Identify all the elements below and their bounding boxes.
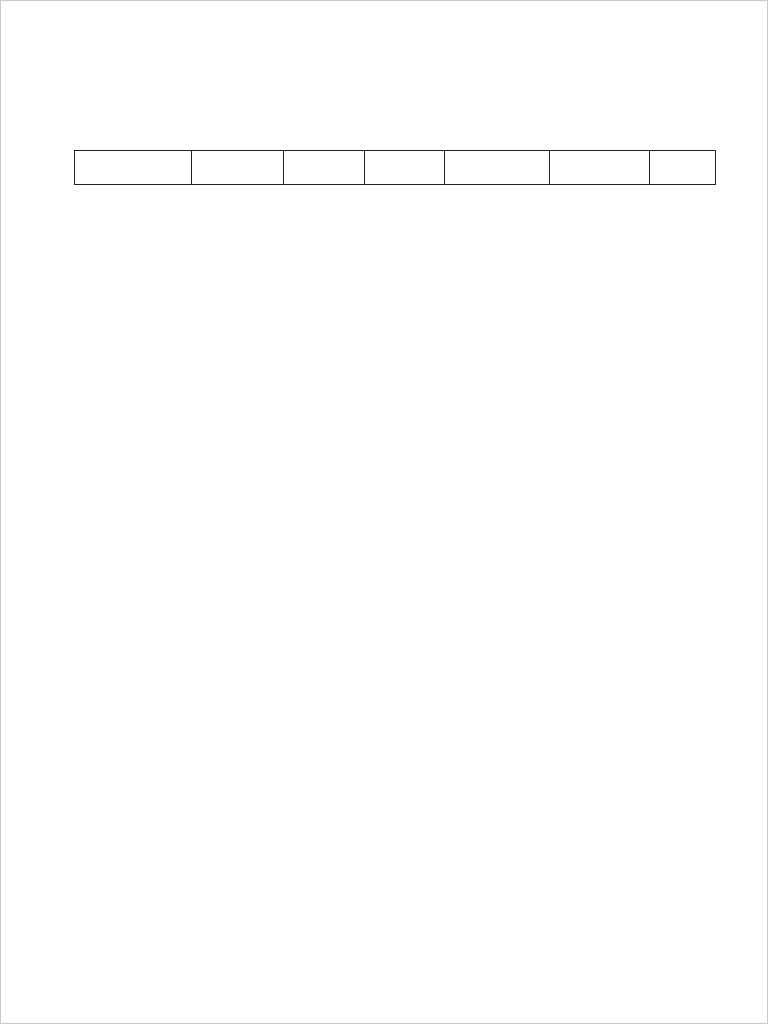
column-header-store-link	[284, 151, 365, 185]
column-header-purchased	[445, 151, 550, 185]
column-header-recipient-name	[75, 151, 192, 185]
column-header-wrapped	[550, 151, 650, 185]
table-header-row	[75, 151, 716, 185]
column-header-budget	[365, 151, 445, 185]
column-header-gift-ideas	[192, 151, 284, 185]
gift-table	[74, 150, 716, 185]
holly-garland-bottom-icon	[1, 823, 768, 1023]
column-header-notes	[650, 151, 716, 185]
